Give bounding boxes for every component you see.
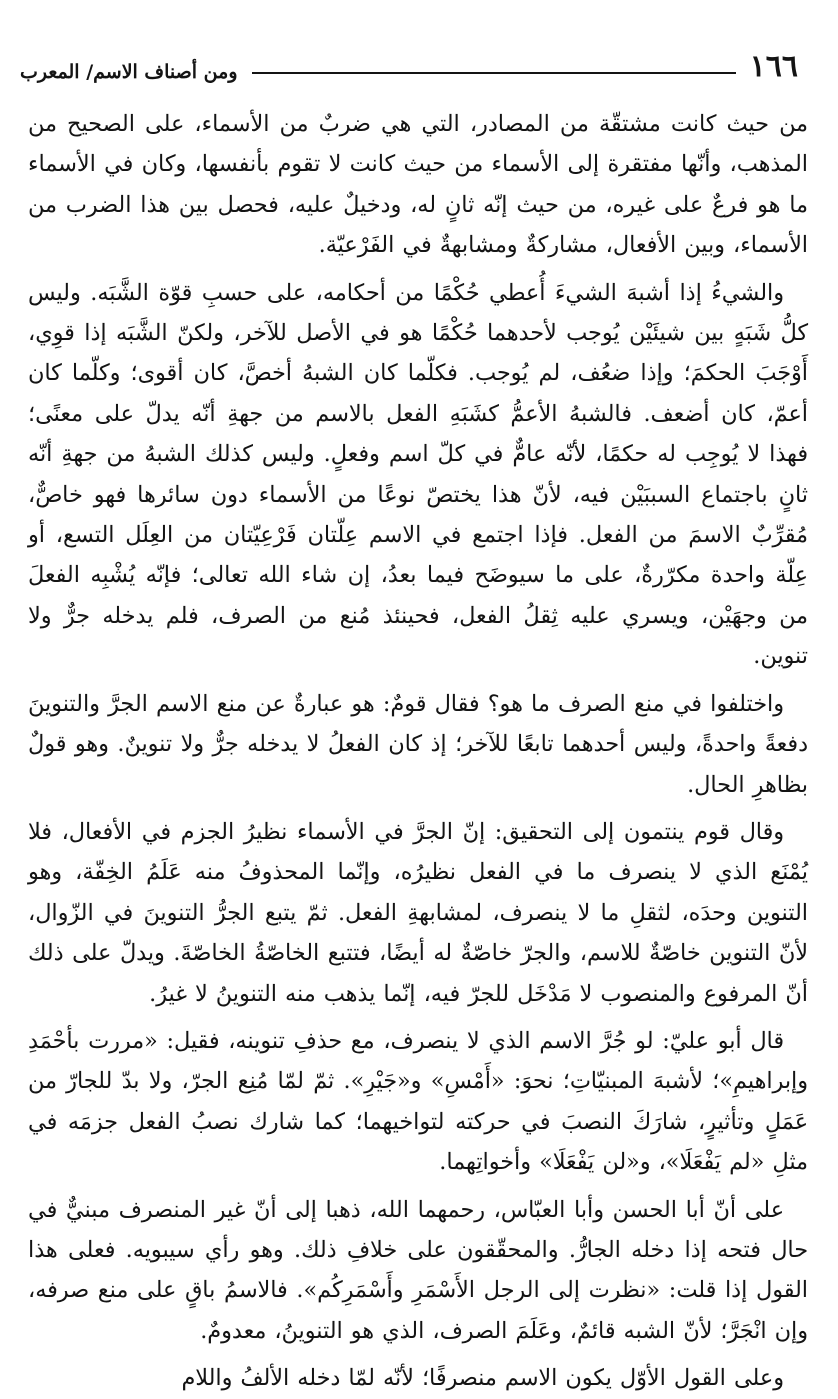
page-number: ١٦٦ — [749, 49, 798, 84]
paragraph-4: وقال قوم ينتمون إلى التحقيق: إنّ الجرَّ في الأسماء نظيرُ الجزم في الأفعال، فلا يُمْنَع الذي لا ينصرف ما في الفعل نظيرُه، وإنّما المحذوفُ منه عَلَمُ الخِفّة، وهو التنوين وحدَه، لثقلِ ما لا ينصرف، لمشابهةِ الفعل. ثمّ يتبع الجرُّ التنوينَ في الزّوال، لأنّ التنوين خاصّةٌ للاسم، والجرّ خاصّةٌ له أيضًا، فتتبع الخاصّةُ الخاصّةَ. ويدلّ على ذلك أنّ المرفوع والمنصوب لا مَدْخَل للجرّ فيه، إنّما يذهب منه التنوينُ لا غيرُ. — [28, 818, 808, 1007]
paragraph-5: قال أبو عليّ: لو جُرَّ الاسم الذي لا ينصرف، مع حذفِ تنوينه، فقيل: «مررت بأحْمَدِ وإبراهيمِ»؛ لأشبهَ المبنيّاتِ؛ نحوَ: «أَمْسِ» و«جَيْرِ». ثمّ لمّا مُنِع الجرّ، ولا بدّ للجارّ من عَمَلٍ وتأثيرٍ، شارَكَ النصبَ في حركته لتواخيهما؛ كما شارك نصبُ الفعل جزمَه في مثلِ «لم يَفْعَلَا»، و«لن يَفْعَلَا» وأخواتِهما. — [28, 1027, 808, 1176]
paragraph-2: والشيءُ إذا أشبهَ الشيءَ أُعطي حُكْمًا من أحكامه، على حسبِ قوّة الشَّبَه. وليس كلُّ شَبَهٍ بين شيئَيْن يُوجب لأحدهما حُكْمًا هو في الأصل للآخر، ولكنّ الشَّبَه إذا قوِي، أَوْجَبَ الحكمَ؛ وإذا ضعُف، لم يُوجب. فكلّما كان الشبهُ أخصَّ، كان أقوى؛ وكلّما كان أعمّ، كان أضعف. فالشبهُ الأعمُّ كشَبَهِ الفعل بالاسم من جهةِ أنّه يدلّ على معنًى؛ فهذا لا يُوجِب له حكمًا، لأنّه عامٌّ في كلّ اسم وفعلٍ. وليس كذلك الشبهُ من جهةِ أنّه ثانٍ باجتماع السببَيْن فيه، لأنّ هذا يختصّ نوعًا من الأسماء دون سائرها فهو خاصٌّ، مُقرِّبٌ الاسمَ من الفعل. فإذا اجتمع في الاسم عِلّتان فَرْعِيّتان من العِلَل التسع، أو عِلّة واحدة مكرّرةٌ، على ما سيوضَح فيما بعدُ، إن شاء الله تعالى؛ فإنّه يُشْبِه الفعلَ من وجهَيْن، ويسري عليه ثِقلُ الفعل، فحينئذ مُنع من الصرف، فلم يدخله جرٌّ ولا تنوين. — [28, 279, 808, 670]
paragraph-1: من حيث كانت مشتقّة من المصادر، التي هي ضربٌ من الأسماء، على الصحيح من المذهب، وأنّها مفتقرة إلى الأسماء من حيث كانت لا تقوم بأنفسها، وكان في الأسماء ما هو فرعٌ على غيره، من حيث إنّه ثانٍ له، ودخيلٌ عليه، فحصل بين هذا الضرب من الأسماء، وبين الأفعال، مشاركةٌ ومشابهةٌ في الفَرْعيّة. — [28, 111, 808, 259]
running-title: ومن أصناف الاسم/ المعرب — [20, 61, 238, 83]
paragraph-3: واختلفوا في منع الصرف ما هو؟ فقال قومٌ: هو عبارةٌ عن منع الاسم الجرَّ والتنوينَ دفعةً واحدةً، وليس أحدهما تابعًا للآخر؛ إذ كان الفعلُ لا يدخله جرٌّ ولا تنوينٌ. وهو قولٌ بظاهرِ الحال. — [28, 690, 808, 798]
header-rule — [252, 72, 736, 74]
page-header — [20, 40, 798, 82]
paragraph-6: على أنّ أبا الحسن وأبا العبّاس، رحمهما الله، ذهبا إلى أنّ غير المنصرف مبنيٌّ في حال فتحه إذا دخله الجارُّ. والمحقّقون على خلافِ ذلك. وهو رأي سيبويه. فعلى هذا القول إذا قلت: «نظرت إلى الرجل الأَسْمَرِ وأَسْمَرِكُم». فالاسمُ باقٍ على منع صرفه، وإن انْجَرَّ؛ لأنّ الشبه قائمٌ، وعَلَمَ الصرف، الذي هو التنوينُ، معدومٌ. — [28, 1196, 808, 1344]
page-body — [28, 104, 808, 1392]
paragraph-7: وعلى القول الأوّل يكون الاسم منصرفًا؛ لأنّه لمّا دخله الألفُ واللام — [181, 1365, 784, 1392]
